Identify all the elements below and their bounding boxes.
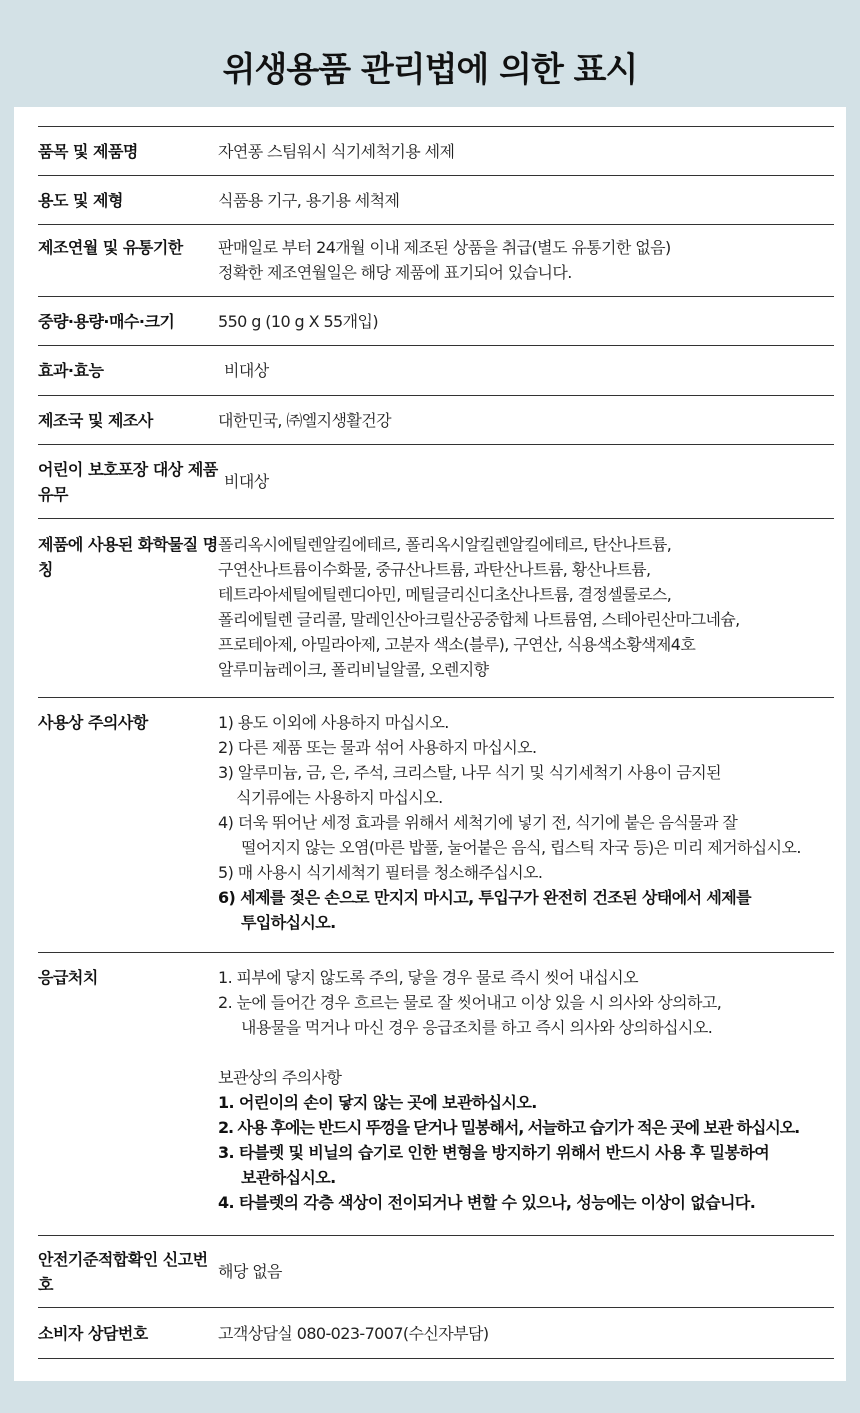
row-value: 1. 피부에 닿지 않도록 주의, 닿을 경우 물로 즉시 씻어 내십시오 2. 눈에 들어간 경우 흐르는 물로 잘 씻어내고 이상 있을 시 의사와 상의하고, 내용물을 먹거나 마신 경우 응급조치를 하고 즉시 의사와 상의하십시오. 보관상의 주의사항 1. 어린이의 손이 닿지 않는 곳에 보관하십시오. 2. 사용 후에는 반드시 뚜껑을 닫거나 밀봉해서, 서늘하고 습기가 적은 곳에 보관 하십시오. 3. 타블렛 및 비닐의 습기로 인한 변형을 방지하기 위해서 반드시 사용 후 밀봉하여 보관하십시오. 4. 타블렛의 각층 색상이 전이되거나 변할 수 있으나, 성능에는 이상이 없습니다. — [218, 968, 800, 1212]
row-label: 사용상 주의사항 — [38, 713, 148, 732]
row-value: 식품용 기구, 용기용 세척제 — [218, 191, 400, 210]
row-manufacturer — [38, 396, 834, 445]
row-value: 고객상담실 080-023-7007(수신자부담) — [218, 1324, 489, 1343]
row-manufacture-date — [38, 225, 834, 297]
row-effect — [38, 346, 834, 396]
row-safety-report — [38, 1236, 834, 1308]
row-value: 550 g (10 g X 55개입) — [218, 312, 378, 331]
label-card — [14, 107, 846, 1381]
row-label: 제조국 및 제조사 — [38, 411, 153, 430]
row-label: 중량·용량·매수·크기 — [38, 312, 175, 331]
row-value: 자연퐁 스팀워시 식기세척기용 세제 — [218, 142, 455, 161]
row-label: 안전기준적합확인 신고번호 — [38, 1250, 208, 1294]
row-label: 제품에 사용된 화학물질 명칭 — [38, 535, 218, 579]
row-value: 폴리옥시에틸렌알킬에테르, 폴리옥시알킬렌알킬에테르, 탄산나트륨, 구연산나트륨이수화물, 중규산나트륨, 과탄산나트륨, 황산나트륨, 테트라아세틸에틸렌디아민, 메틸글리신디초산나트륨, 결정셀룰로스, 폴리에틸렌 글리콜, 말레인산아크릴산공중합체 나트륨염, 스테아린산마그네슘, 프로테아제, 아밀라아제, 고분자 색소(블루), 구연산, 식용색소황색제4호 알루미늄레이크, 폴리비닐알콜, 오렌지향 — [218, 535, 740, 679]
row-child-protection — [38, 445, 834, 519]
row-value: 판매일로 부터 24개월 이내 제조된 상품을 취급(별도 유통기한 없음) 정확한 제조연월일은 해당 제품에 표기되어 있습니다. — [218, 238, 671, 282]
row-label: 품목 및 제품명 — [38, 142, 138, 161]
row-first-aid — [38, 953, 834, 1236]
row-value: 1) 용도 이외에 사용하지 마십시오. 2) 다른 제품 또는 물과 섞어 사용하지 마십시오. 3) 알루미늄, 금, 은, 주석, 크리스탈, 나무 식기 및 식기세척기 사용이 금지된 식기류에는 사용하지 마십시오. 4) 더욱 뛰어난 세정 효과를 위해서 세척기에 넣기 전, 식기에 붙은 음식물과 잘 떨어지지 않는 오염(마른 밥풀, 눌어붙은 음식, 립스틱 자국 등)은 미리 제거하십시오. 5) 매 사용시 식기세척기 필터를 청소해주십시오. 6) 세제를 젖은 손으로 만지지 마시고, 투입구가 완전히 건조된 상태에서 세제를 투입하십시오. — [218, 713, 801, 932]
row-value: 대한민국, ㈜엘지생활건강 — [218, 411, 391, 430]
row-label: 응급처치 — [38, 968, 98, 987]
row-label: 소비자 상담번호 — [38, 1324, 148, 1343]
row-consumer-hotline — [38, 1308, 834, 1359]
row-value: 비대상 — [224, 361, 269, 380]
row-value: 해당 없음 — [218, 1262, 282, 1281]
product-info-table — [38, 126, 834, 1359]
row-label: 효과·효능 — [38, 361, 104, 380]
page-title: 위생용품 관리법에 의한 표시 — [222, 50, 638, 90]
row-label: 제조연월 및 유통기한 — [38, 238, 183, 257]
row-weight — [38, 297, 834, 346]
row-value: 비대상 — [224, 472, 269, 491]
row-precautions — [38, 698, 834, 953]
row-chemicals — [38, 519, 834, 698]
row-product-name — [38, 127, 834, 176]
row-usage-form — [38, 176, 834, 225]
row-label: 어린이 보호포장 대상 제품 유무 — [38, 460, 218, 504]
row-label: 용도 및 제형 — [38, 191, 123, 210]
